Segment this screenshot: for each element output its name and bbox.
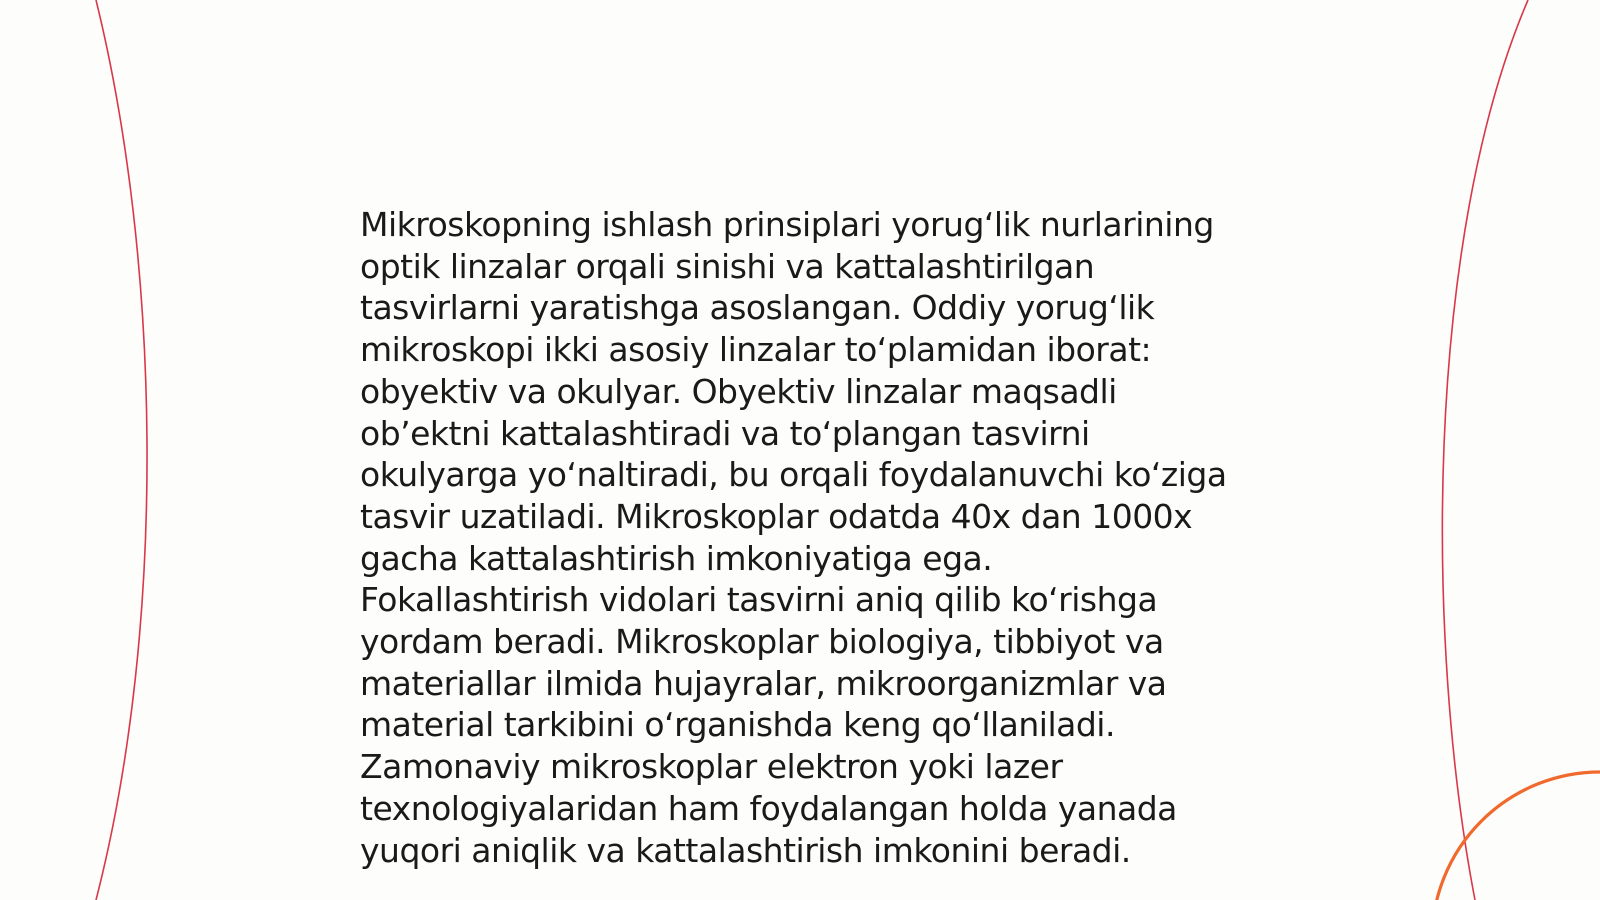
- body-paragraph: Mikroskopning ishlash prinsiplari yorugʻlik nurlarining optik linzalar orqali sinishi va kattalashtirilgan tasvirlarni yaratishga asoslangan. Oddiy yorugʻlik mikroskopi ikki asosiy linzalar toʻplamidan iborat: obyektiv va okulyar. Obyektiv linzalar maqsadli obʼektni kattalashtiradi va toʻplangan tasvirni okulyarga yoʻnaltiradi, bu orqali foydalanuvchi koʻziga tasvir uzatiladi. Mikroskoplar odatda 40x dan 1000x gacha kattalashtirish imkoniyatiga ega. Fokallashtirish vidolari tasvirni aniq qilib koʻrishga yordam beradi. Mikroskoplar biologiya, tibbiyot va materiallar ilmida hujayralar, mikroorganizmlar va material tarkibini oʻrganishda keng qoʻllaniladi. Zamonaviy mikroskoplar elektron yoki lazer texnologiyalaridan ham foydalangan holda yanada yuqori aniqlik va kattalashtirish imkonini beradi.: [360, 205, 1227, 870]
- right-curve-line: [1442, 0, 1528, 900]
- left-curve-line: [96, 0, 147, 900]
